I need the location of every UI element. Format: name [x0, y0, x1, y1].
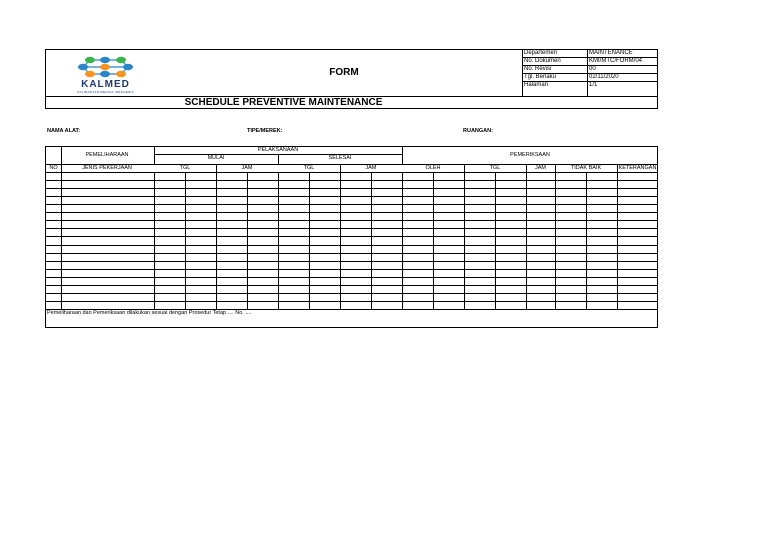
grid-row-line [45, 245, 658, 246]
column-header-bottom [45, 172, 658, 173]
header-col-line [340, 164, 341, 172]
pemeliharaan-header: PEMELIHARAAN [85, 152, 129, 158]
molecule-icon [78, 57, 133, 77]
meta-bottom-border [522, 96, 658, 97]
grid-row-line [45, 253, 658, 254]
grid-col-line [617, 172, 618, 309]
grid-col-line [61, 172, 62, 309]
selesai-header: SELESAI [328, 155, 352, 161]
col-periksa-jam: JAM [535, 165, 546, 171]
grid-row-line [45, 220, 658, 221]
grid-row-line [45, 204, 658, 205]
grid-col-line [402, 172, 403, 309]
document-meta [522, 49, 658, 96]
meta-label-halaman: Halaman [524, 82, 549, 88]
meta-value-no-revisi: 00 [589, 66, 596, 72]
grid-col-line [495, 172, 496, 309]
meta-label-tgl-berlaku: Tgl. Berlaku [524, 74, 557, 80]
column-header-top [45, 164, 658, 165]
grid-col-line [371, 172, 372, 309]
grid-col-line [154, 172, 155, 309]
meta-value-no-dokumen: KMI/MTC/FORM/04 [589, 58, 643, 64]
grid-row-line [45, 269, 658, 270]
meta-label-departemen: Departemen [524, 50, 558, 56]
meta-value-halaman: 1/1 [589, 82, 598, 88]
col-selesai-jam: JAM [365, 165, 377, 171]
company-logo [45, 49, 166, 96]
col-tidak-baik: TIDAK BAIK [570, 165, 602, 171]
pemeriksaan-header: PEMERIKSAAN [510, 152, 550, 158]
col-periksa-tgl: TGL [489, 165, 501, 171]
col-mulai-jam: JAM [241, 165, 253, 171]
grid-row-line [45, 236, 658, 237]
grid-row-line [45, 277, 658, 278]
tipe-merek-label: TIPE/MEREK: [247, 128, 283, 134]
grid-row-line [45, 180, 658, 181]
form-title: FORM [329, 67, 359, 78]
logo-text: KALMED [81, 79, 130, 90]
mulai-header: MULAI [207, 155, 225, 161]
col-jenis-pekerjaan: JENIS PEKERJAAN [82, 165, 132, 171]
meta-value-departemen: MAINTENANCE [589, 50, 633, 56]
nama-alat-label: NAMA ALAT: [47, 128, 81, 134]
meta-label-no-revisi: No. Revisi [524, 66, 552, 72]
header-col-line [61, 164, 62, 172]
mulai-selesai-divider [278, 154, 279, 164]
grid-row-line [45, 188, 658, 189]
grid-col-line [464, 172, 465, 309]
col-selesai-tgl: TGL [303, 165, 315, 171]
grid-col-line [526, 172, 527, 309]
header-col-line [216, 164, 217, 172]
header-col-line [526, 164, 527, 172]
col-oleh: OLEH [425, 165, 441, 171]
grid-row-line [45, 301, 658, 302]
header-col-line [464, 164, 465, 172]
col-no: NO [49, 165, 58, 171]
header-divider [45, 96, 522, 97]
grid-col-line [340, 172, 341, 309]
no-col-top-line [61, 146, 62, 164]
page-title: SCHEDULE PREVENTIVE MAINTENANCE [184, 97, 383, 108]
ruangan-label: RUANGAN: [463, 128, 493, 134]
grid-col-line [247, 172, 248, 309]
logo-subtext: KALIMANTAN MEDIKA INDONESIA [77, 90, 134, 94]
grid-col-line [433, 172, 434, 309]
grid-col-line [586, 172, 587, 309]
col-mulai-tgl: TGL [179, 165, 191, 171]
grid-col-line [278, 172, 279, 309]
meta-value-tgl-berlaku: 02/11/2020 [589, 74, 619, 80]
group-divider-1 [154, 146, 155, 164]
meta-label-no-dokumen: No. Dokumen [524, 58, 561, 64]
grid-row-line [45, 293, 658, 294]
grid-col-line [185, 172, 186, 309]
grid-col-line [555, 172, 556, 309]
pelaksanaan-header: PELAKSANAAN [257, 147, 299, 153]
group-divider-2 [402, 146, 403, 164]
header-col-line [555, 164, 556, 172]
grid-row-line [45, 228, 658, 229]
grid-row-line [45, 285, 658, 286]
col-keterangan: KETERANGAN [618, 165, 657, 171]
grid-col-line [309, 172, 310, 309]
grid-row-line [45, 261, 658, 262]
footer-note: Pemeliharaan dan Pemeriksaan dilakukan sesuai dengan Prosedur Tetap .... No. .... [47, 310, 252, 316]
grid-row-line [45, 212, 658, 213]
grid-row-line [45, 196, 658, 197]
header-col-line [617, 164, 618, 172]
grid-col-line [216, 172, 217, 309]
